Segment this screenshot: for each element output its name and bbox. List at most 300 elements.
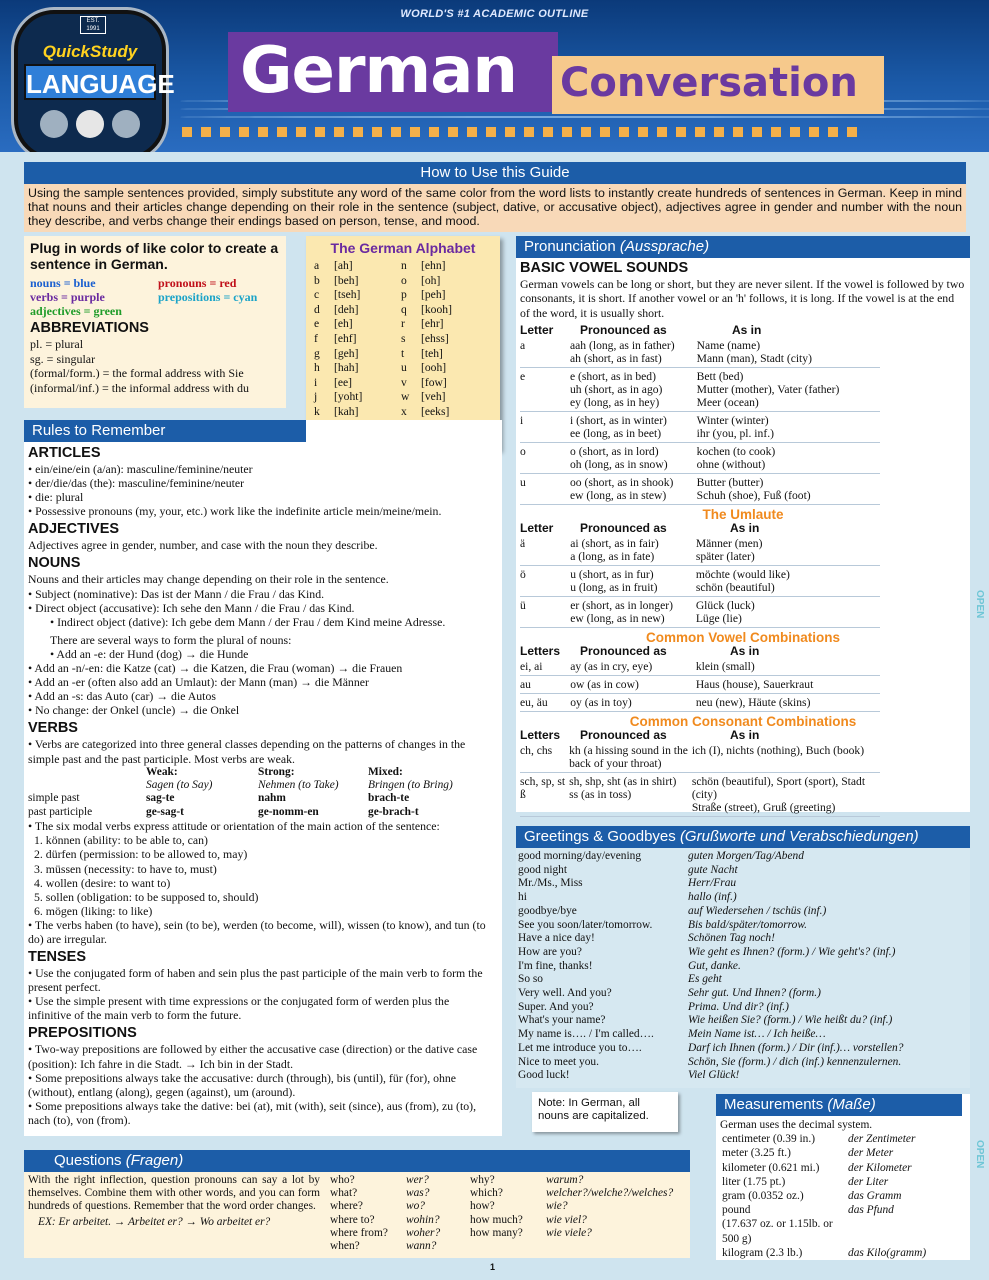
greeting-german: Gut, danke. xyxy=(688,959,741,972)
table-cell: möchte (would like) schön (beautiful) xyxy=(695,568,790,595)
greeting-english: good morning/day/evening xyxy=(518,850,642,862)
greeting-english: Super. And you? xyxy=(518,1000,594,1013)
alphabet-row xyxy=(314,332,401,347)
question-word-row xyxy=(330,1240,464,1253)
greetings-title xyxy=(516,826,970,848)
table-cell: sch, sp, st ß xyxy=(520,775,566,802)
question-german: was? xyxy=(406,1187,430,1200)
alphabet-letter: s xyxy=(401,331,406,345)
measurement-german: das Kilo(gramm) xyxy=(848,1246,927,1259)
table-head: Pronounced as xyxy=(580,644,667,659)
greeting-german: Herr/Frau xyxy=(688,877,737,890)
alphabet-box xyxy=(306,236,500,450)
alphabet-pronunciation: [ehf] xyxy=(334,331,357,345)
alphabet-letter: f xyxy=(314,331,318,345)
alphabet-row xyxy=(401,405,492,420)
question-word-row xyxy=(470,1174,684,1187)
verb-table-cell: Sagen (to Say) xyxy=(146,779,213,791)
table-row xyxy=(520,658,880,676)
pronunciation-title-en: Pronunciation xyxy=(524,238,616,255)
greeting-row xyxy=(518,850,968,864)
verb-table-row xyxy=(28,792,494,805)
table-cell: Männer (men) später (later) xyxy=(695,537,763,564)
legend-verbs: verbs = purple xyxy=(30,290,105,304)
greeting-german: Mein Name ist… / Ich heiße… xyxy=(688,1028,826,1041)
table-header xyxy=(520,522,966,535)
measurement-row xyxy=(722,1132,966,1146)
question-german: welcher?/welche?/welches? xyxy=(546,1187,674,1200)
nouns-item: • Add an -e: der Hund (dog) → die Hunde xyxy=(50,646,249,661)
question-word-row xyxy=(470,1227,684,1240)
table-row xyxy=(520,694,880,712)
table-cell: u (short, as in fur) u (long, as in fruit) xyxy=(570,568,658,595)
table-cell: ai (short, as in fair) a (long, as in fate) xyxy=(570,537,659,564)
question-english: how much? xyxy=(470,1213,523,1226)
table-cell: sh, shp, sht (as in shirt) ss (as in toss) xyxy=(569,775,677,802)
greeting-english: Let me introduce you to…. xyxy=(518,1041,642,1054)
measurement-english: pound (17.637 oz. or 1.15lb. or 500 g) xyxy=(722,1204,833,1245)
verb-class-table xyxy=(28,766,494,820)
alphabet-letter: g xyxy=(314,346,320,360)
alphabet-pronunciation: [tseh] xyxy=(334,288,361,302)
question-english: how many? xyxy=(470,1226,523,1239)
verb-table-cell: brach-te xyxy=(368,792,410,805)
alphabet-letter: r xyxy=(401,317,405,331)
alphabet-letter: a xyxy=(314,259,320,272)
verb-table-head: Strong: xyxy=(258,765,295,778)
table-cell: i xyxy=(520,414,524,428)
verb-table-header xyxy=(28,766,494,779)
greeting-english: My name is…. / I'm called…. xyxy=(518,1028,654,1041)
alphabet-row xyxy=(314,347,401,362)
measurement-row xyxy=(722,1146,966,1160)
table-cell: au xyxy=(520,678,531,692)
open-fold-indicator: OPEN xyxy=(974,590,985,619)
table-cell: Name (name) Mann (man), Stadt (city) xyxy=(696,339,812,366)
tenses-heading: TENSES xyxy=(28,949,87,966)
modal-intro: • The six modal verbs express attitude or orientation of the main action of the sentence: xyxy=(28,819,440,834)
table-cell: a xyxy=(520,339,526,353)
greeting-english: I'm fine, thanks! xyxy=(518,959,593,972)
greeting-english: good night xyxy=(518,863,568,876)
greetings-title-de: (Grußworte und Verabschiedungen) xyxy=(679,828,919,845)
alphabet-pronunciation: [hah] xyxy=(334,361,359,375)
alphabet-letter: c xyxy=(314,288,320,302)
alphabet-row xyxy=(314,376,401,391)
verbs-heading: VERBS xyxy=(28,720,78,737)
question-english: what? xyxy=(330,1187,358,1200)
question-english: which? xyxy=(470,1187,503,1200)
question-german: woher? xyxy=(406,1226,441,1239)
table-cell: oy (as in toy) xyxy=(570,696,632,710)
alphabet-pronunciation: [ehss] xyxy=(421,331,449,345)
vowel-table xyxy=(520,324,966,505)
modal-item: 5. sollen (obligation: to be supposed to, should) xyxy=(34,889,259,904)
alphabet-pronunciation: [ah] xyxy=(334,259,353,272)
table-head: As in xyxy=(732,323,762,338)
speech-bubble-icon xyxy=(112,110,140,138)
table-header xyxy=(520,729,966,742)
abbr-item: pl. = plural xyxy=(30,337,84,351)
verb-table-cell: ge-nomm-en xyxy=(258,805,319,818)
questions-text: With the right inflection, question pronouns can say a lot by themselves. Combine them with other words, and you can form hundreds of questions. Remember that the word order changes. xyxy=(28,1174,320,1213)
table-cell: kochen (to cook) ohne (without) xyxy=(696,445,776,472)
greeting-english: How are you? xyxy=(518,945,582,958)
alphabet-row xyxy=(401,332,492,347)
greeting-row xyxy=(518,987,968,1001)
nouns-item: • No change: der Onkel (uncle) → die Onkel xyxy=(28,703,240,718)
question-english: where? xyxy=(330,1200,363,1213)
vowel-combinations-heading: Common Vowel Combinations xyxy=(645,630,840,646)
modal-item: 4. wollen (desire: to want to) xyxy=(34,875,171,890)
question-english: how? xyxy=(470,1200,495,1213)
table-cell: i (short, as in winter) ee (long, as in beet) xyxy=(570,414,667,441)
measurements-title xyxy=(716,1094,962,1116)
abbr-item: sg. = singular xyxy=(30,351,96,366)
umlaut-table xyxy=(520,522,966,628)
modal-item: 6. mögen (liking: to like) xyxy=(34,903,153,918)
articles-item: • Possessive pronouns (my, your, etc.) work like the indefinite article mein/meine/mein. xyxy=(28,504,442,519)
prepositions-item: • Two-way prepositions are followed by either the accusative case (direction) or the dative case (position): Ich fahre in die Stadt. → Ich bin in der Stadt. xyxy=(28,1042,478,1071)
table-cell: o xyxy=(520,445,526,459)
table-head: Letter xyxy=(520,323,554,338)
how-to-title: How to Use this Guide xyxy=(24,162,966,184)
table-cell: e (short, as in bed) uh (short, as in ago) ey (long, as in hey) xyxy=(570,370,663,410)
measurement-english: gram (0.0352 oz.) xyxy=(722,1190,804,1203)
how-to-text: Using the sample sentences provided, simply substitute any word of the same color from the word lists to instantly create hundreds of sentences in German. Keep in mind that nouns and their articles change depending on their role in the sentence (subject, dative, or accusative object), adjectives agree in gender and number with the noun they describe, and verbs change their endings based on person, tense, and mood. xyxy=(24,184,966,232)
table-cell: Glück (luck) Lüge (lie) xyxy=(695,599,755,626)
questions-title-en: Questions xyxy=(54,1152,122,1169)
verb-table-row xyxy=(28,779,494,792)
alphabet-pronunciation: [ehr] xyxy=(421,317,444,331)
table-cell: u xyxy=(520,476,526,490)
greeting-english: Nice to meet you. xyxy=(518,1055,599,1068)
table-head: As in xyxy=(730,644,760,659)
alphabet-pronunciation: [geh] xyxy=(334,346,359,360)
greeting-english: goodbye/bye xyxy=(518,904,577,917)
greeting-row xyxy=(518,960,968,974)
table-row xyxy=(520,443,880,474)
page-title: German xyxy=(240,34,517,108)
measurement-german: der Kilometer xyxy=(848,1161,912,1174)
greeting-row xyxy=(518,919,968,933)
greeting-english: hi xyxy=(518,891,527,904)
quickstudy-logo xyxy=(14,10,175,160)
question-german: wer? xyxy=(406,1174,429,1186)
legend-prepositions: prepositions = cyan xyxy=(158,290,258,304)
verb-table-head: Mixed: xyxy=(368,765,403,778)
alphabet-letter: e xyxy=(314,317,320,331)
verb-table-cell: simple past xyxy=(28,792,80,805)
table-head: As in xyxy=(730,728,760,743)
table-cell: neu (new), Häute (skins) xyxy=(695,696,811,710)
table-row xyxy=(520,535,880,566)
verb-table-row xyxy=(28,806,494,819)
table-cell: oo (short, as in shook) ew (long, as in stew) xyxy=(570,476,674,503)
alphabet-row xyxy=(314,259,401,274)
question-words-col-1 xyxy=(320,1174,464,1253)
prepositions-item: • Some prepositions always take the accusative: durch (through), bis (until), für (for), ohne (without), entlang (along), gegen (against), um (around). xyxy=(28,1070,457,1099)
measurement-german: der Zentimeter xyxy=(848,1133,916,1146)
table-cell: ay (as in cry, eye) xyxy=(570,660,653,674)
greeting-english: Very well. And you? xyxy=(518,987,612,1000)
alphabet-row xyxy=(314,303,401,318)
alphabet-pronunciation: [fow] xyxy=(421,375,447,389)
pronunciation-panel xyxy=(516,236,970,815)
table-row xyxy=(520,597,880,628)
articles-item: • ein/eine/ein (a/an): masculine/feminine/neuter xyxy=(28,462,253,476)
measurements-list xyxy=(720,1132,966,1260)
alphabet-pronunciation: [ee] xyxy=(334,375,353,389)
verb-table-cell: nahm xyxy=(258,792,286,805)
greeting-german: guten Morgen/Tag/Abend xyxy=(688,850,804,862)
measurements-intro: German uses the decimal system. xyxy=(720,1119,873,1131)
table-cell: ei, ai xyxy=(520,660,543,674)
adjectives-text: Adjectives agree in gender, number, and case with the noun they describe. xyxy=(28,538,378,553)
measurement-row xyxy=(722,1203,966,1246)
table-cell: ow (as in cow) xyxy=(570,678,639,692)
question-english: where to? xyxy=(330,1213,375,1226)
alphabet-row xyxy=(401,376,492,391)
modal-item: 3. müssen (necessity: to have to, must) xyxy=(34,861,217,876)
alphabet-row xyxy=(314,288,401,303)
greeting-row xyxy=(518,946,968,960)
plugin-box xyxy=(24,236,286,408)
alphabet-row xyxy=(401,274,492,289)
measurement-row xyxy=(722,1161,966,1175)
abbr-item: (informal/inf.) = the informal address with du xyxy=(30,380,250,395)
alphabet-pronunciation: [ooh] xyxy=(421,361,447,375)
questions-example: EX: Er arbeitet. → Arbeitet er? → Wo arbeitet er? xyxy=(38,1215,271,1228)
greeting-german: Bis bald/später/tomorrow. xyxy=(688,918,807,931)
greeting-german: Schön, Sie (form.) / dich (inf.) kennenzulernen. xyxy=(688,1055,902,1068)
measurement-english: liter (1.75 pt.) xyxy=(722,1175,786,1188)
questions-title xyxy=(24,1150,690,1172)
question-english: why? xyxy=(470,1174,495,1186)
irregular-verbs-text: • The verbs haben (to have), sein (to be), werden (to become, will), wissen (to know), and tun (to do) are irregular. xyxy=(28,917,486,946)
table-row xyxy=(520,676,880,694)
prepositions-heading: PREPOSITIONS xyxy=(28,1025,137,1042)
measurement-row xyxy=(722,1175,966,1189)
question-german: wie? xyxy=(546,1200,568,1213)
alphabet-row xyxy=(401,390,492,405)
table-cell: eu, äu xyxy=(520,696,548,710)
table-head: Letters xyxy=(520,728,561,743)
greeting-english: Mr./Ms., Miss xyxy=(518,877,583,890)
abbreviations-heading: ABBREVIATIONS xyxy=(30,320,149,336)
question-word-row xyxy=(470,1187,684,1200)
pronunciation-intro: German vowels can be long or short, but they are never silent. If the vowel is followed by two consonants, it is short. If another vowel or an 'h' follows, it is long. If the vowel is at the end of the word, it is usually short. xyxy=(520,277,965,320)
measurement-row xyxy=(722,1189,966,1203)
alphabet-pronunciation: [oh] xyxy=(421,273,441,287)
nouns-item: • Direct object (accusative): Ich sehe den Mann / die Frau / das Kind. xyxy=(28,600,355,615)
legend-adjectives: adjectives = green xyxy=(30,304,122,318)
question-word-row xyxy=(330,1227,464,1240)
question-english: who? xyxy=(330,1174,355,1186)
table-cell: ö xyxy=(520,568,526,582)
table-header xyxy=(520,324,966,337)
question-german: warum? xyxy=(546,1174,584,1186)
nouns-item: There are several ways to form the plural of nouns: xyxy=(50,632,292,647)
greeting-german: hallo (inf.) xyxy=(688,891,737,904)
question-words-col-2 xyxy=(464,1174,684,1253)
greeting-row xyxy=(518,932,968,946)
alphabet-pronunciation: [kah] xyxy=(334,404,359,418)
alphabet-letter: i xyxy=(314,375,318,389)
greeting-row xyxy=(518,1069,968,1083)
translate-icon xyxy=(76,110,104,138)
articles-heading: ARTICLES xyxy=(28,445,101,461)
table-head: Letters xyxy=(520,644,561,659)
measurement-english: meter (3.25 ft.) xyxy=(722,1147,791,1160)
question-german: wohin? xyxy=(406,1213,440,1226)
table-cell: Butter (butter) Schuh (shoe), Fuß (foot) xyxy=(696,476,811,503)
greeting-row xyxy=(518,1056,968,1070)
alphabet-letter: o xyxy=(401,273,407,287)
table-cell: ich (I), nichts (nothing), Buch (book) xyxy=(691,744,865,758)
speaker-icon xyxy=(40,110,68,138)
greeting-row xyxy=(518,1001,968,1015)
verb-table-cell: ge-brach-t xyxy=(368,805,419,818)
greeting-row xyxy=(518,864,968,878)
alphabet-row xyxy=(401,288,492,303)
measurement-english: kilometer (0.621 mi.) xyxy=(722,1161,820,1174)
table-cell: er (short, as in longer) ew (long, as in new) xyxy=(570,599,673,626)
measurement-row xyxy=(722,1246,966,1260)
nouns-item: • Add an -s: das Auto (car) → die Autos xyxy=(28,689,216,704)
umlaut-heading: The Umlaute xyxy=(702,507,784,523)
verb-table-cell: past participle xyxy=(28,805,93,818)
table-row xyxy=(520,773,880,817)
alphabet-row xyxy=(401,347,492,362)
greeting-row xyxy=(518,973,968,987)
alphabet-pronunciation: [kooh] xyxy=(421,302,452,316)
page-subtitle: Conversation xyxy=(560,60,858,106)
alphabet-letter: v xyxy=(401,375,407,389)
alphabet-pronunciation: [eeks] xyxy=(421,404,450,418)
brand-language: LANGUAGE xyxy=(24,64,156,100)
rules-panel xyxy=(24,420,502,1136)
alphabet-letter: x xyxy=(401,404,407,418)
alphabet-row xyxy=(401,361,492,376)
page-number: 1 xyxy=(490,1262,496,1272)
question-german: wie viel? xyxy=(546,1213,587,1226)
alphabet-pronunciation: [eh] xyxy=(334,317,353,331)
greeting-row xyxy=(518,1014,968,1028)
table-cell: ch, chs xyxy=(520,744,553,758)
articles-item: • die: plural xyxy=(28,490,84,505)
greeting-row xyxy=(518,1042,968,1056)
alphabet-pronunciation: [peh] xyxy=(421,288,446,302)
verb-table-head xyxy=(34,766,132,779)
measurement-german: das Pfund xyxy=(848,1204,894,1217)
questions-title-de: (Fragen) xyxy=(125,1152,184,1169)
question-word-row xyxy=(330,1200,464,1213)
alphabet-letter: j xyxy=(314,390,318,404)
greeting-row xyxy=(518,1028,968,1042)
greeting-german: Viel Glück! xyxy=(688,1069,740,1082)
alphabet-row xyxy=(314,317,401,332)
measurements-title-de: (Maße) xyxy=(827,1096,876,1113)
question-word-row xyxy=(330,1187,464,1200)
greeting-english: See you soon/later/tomorrow. xyxy=(518,918,653,931)
greetings-title-en: Greetings & Goodbyes xyxy=(524,828,676,845)
questions-panel xyxy=(24,1150,690,1258)
question-english: when? xyxy=(330,1240,360,1253)
capitalization-note: Note: In German, all nouns are capitalized. xyxy=(532,1092,678,1132)
table-cell: Haus (house), Sauerkraut xyxy=(695,678,814,692)
table-cell: aah (long, as in father) ah (short, as in fast) xyxy=(570,339,675,366)
alphabet-pronunciation: [beh] xyxy=(334,273,359,287)
greeting-german: Sehr gut. Und Ihnen? (form.) xyxy=(688,987,821,1000)
measurement-english: kilogram (2.3 lb.) xyxy=(722,1246,803,1259)
alphabet-title: The German Alphabet xyxy=(330,240,476,256)
decorative-squares xyxy=(182,122,866,132)
brand-name: QuickStudy xyxy=(42,42,138,61)
table-row xyxy=(520,368,880,412)
modal-item: 1. können (ability: to be able to, can) xyxy=(34,833,208,848)
nouns-item: • Add an -er (often also add an Umlaut): der Mann (man) → die Männer xyxy=(28,675,369,690)
pronunciation-title-de: (Aussprache) xyxy=(619,238,710,255)
articles-item: • der/die/das (the): masculine/feminine/neuter xyxy=(28,476,245,491)
alphabet-row xyxy=(314,274,401,289)
table-cell: ä xyxy=(520,537,526,551)
tenses-item: • Use the simple present with time expressions or the conjugated form of werden plus the infinitive of the main verb to form the future. xyxy=(28,994,450,1023)
greeting-row xyxy=(518,877,968,891)
verb-table-cell: sag-te xyxy=(146,792,175,805)
alphabet-row xyxy=(314,390,401,405)
question-german: wann? xyxy=(406,1240,437,1253)
legend-nouns: nouns = blue xyxy=(30,276,96,290)
table-head: Letter xyxy=(520,521,554,536)
greeting-german: gute Nacht xyxy=(688,863,738,876)
table-header xyxy=(520,645,966,658)
question-word-row xyxy=(470,1214,684,1227)
open-fold-indicator-lower: OPEN xyxy=(974,1140,985,1169)
table-head: Pronounced as xyxy=(580,521,667,536)
greeting-english: Have a nice day! xyxy=(518,932,595,945)
question-german: wie viele? xyxy=(546,1226,592,1239)
world-outline-tagline: WORLD'S #1 ACADEMIC OUTLINE xyxy=(400,8,589,20)
table-cell: e xyxy=(520,370,526,384)
measurements-panel xyxy=(716,1094,970,1260)
vowel-combinations-table xyxy=(520,645,966,712)
greeting-row xyxy=(518,905,968,919)
greeting-german: Darf ich Ihnen (form.) / Dir (inf.)… vorstellen? xyxy=(688,1041,904,1054)
table-cell: Bett (bed) Mutter (mother), Vater (father) Meer (ocean) xyxy=(696,370,840,410)
table-cell: kh (a hissing sound in the back of your throat) xyxy=(569,744,688,771)
alphabet-row xyxy=(401,317,492,332)
prepositions-item: • Some prepositions always take the dative: bei (at), mit (with), seit (since), aus (from), zu (to), nach (to), von (from). xyxy=(28,1098,477,1127)
alphabet-pronunciation: [veh] xyxy=(421,390,446,404)
greeting-english: What's your name? xyxy=(518,1014,606,1027)
abbr-item: (formal/form.) = the formal address with Sie xyxy=(30,366,244,380)
question-english: where from? xyxy=(330,1226,388,1239)
nouns-item: • Add an -n/-en: die Katze (cat) → die Katzen, die Frau (woman) → die Frauen xyxy=(28,661,403,676)
greeting-english: So so xyxy=(518,973,544,986)
verbs-intro: • Verbs are categorized into three general classes depending on the patterns of changes in the simple past and the past participle. Most verbs are weak. xyxy=(28,737,466,766)
verb-table-cell xyxy=(28,779,126,792)
measurement-german: der Liter xyxy=(848,1175,889,1188)
greeting-german: Wie heißen Sie? (form.) / Wie heißt du? (inf.) xyxy=(688,1014,893,1027)
greeting-row xyxy=(518,891,968,905)
table-head: As in xyxy=(730,521,760,536)
modal-item: 2. dürfen (permission: to be allowed to, may) xyxy=(34,847,248,862)
plugin-title: Plug in words of like color to create a sentence in German. xyxy=(30,240,279,272)
measurement-german: das Gramm xyxy=(848,1190,902,1203)
alphabet-letter: d xyxy=(314,302,320,316)
nouns-heading: NOUNS xyxy=(28,555,81,572)
